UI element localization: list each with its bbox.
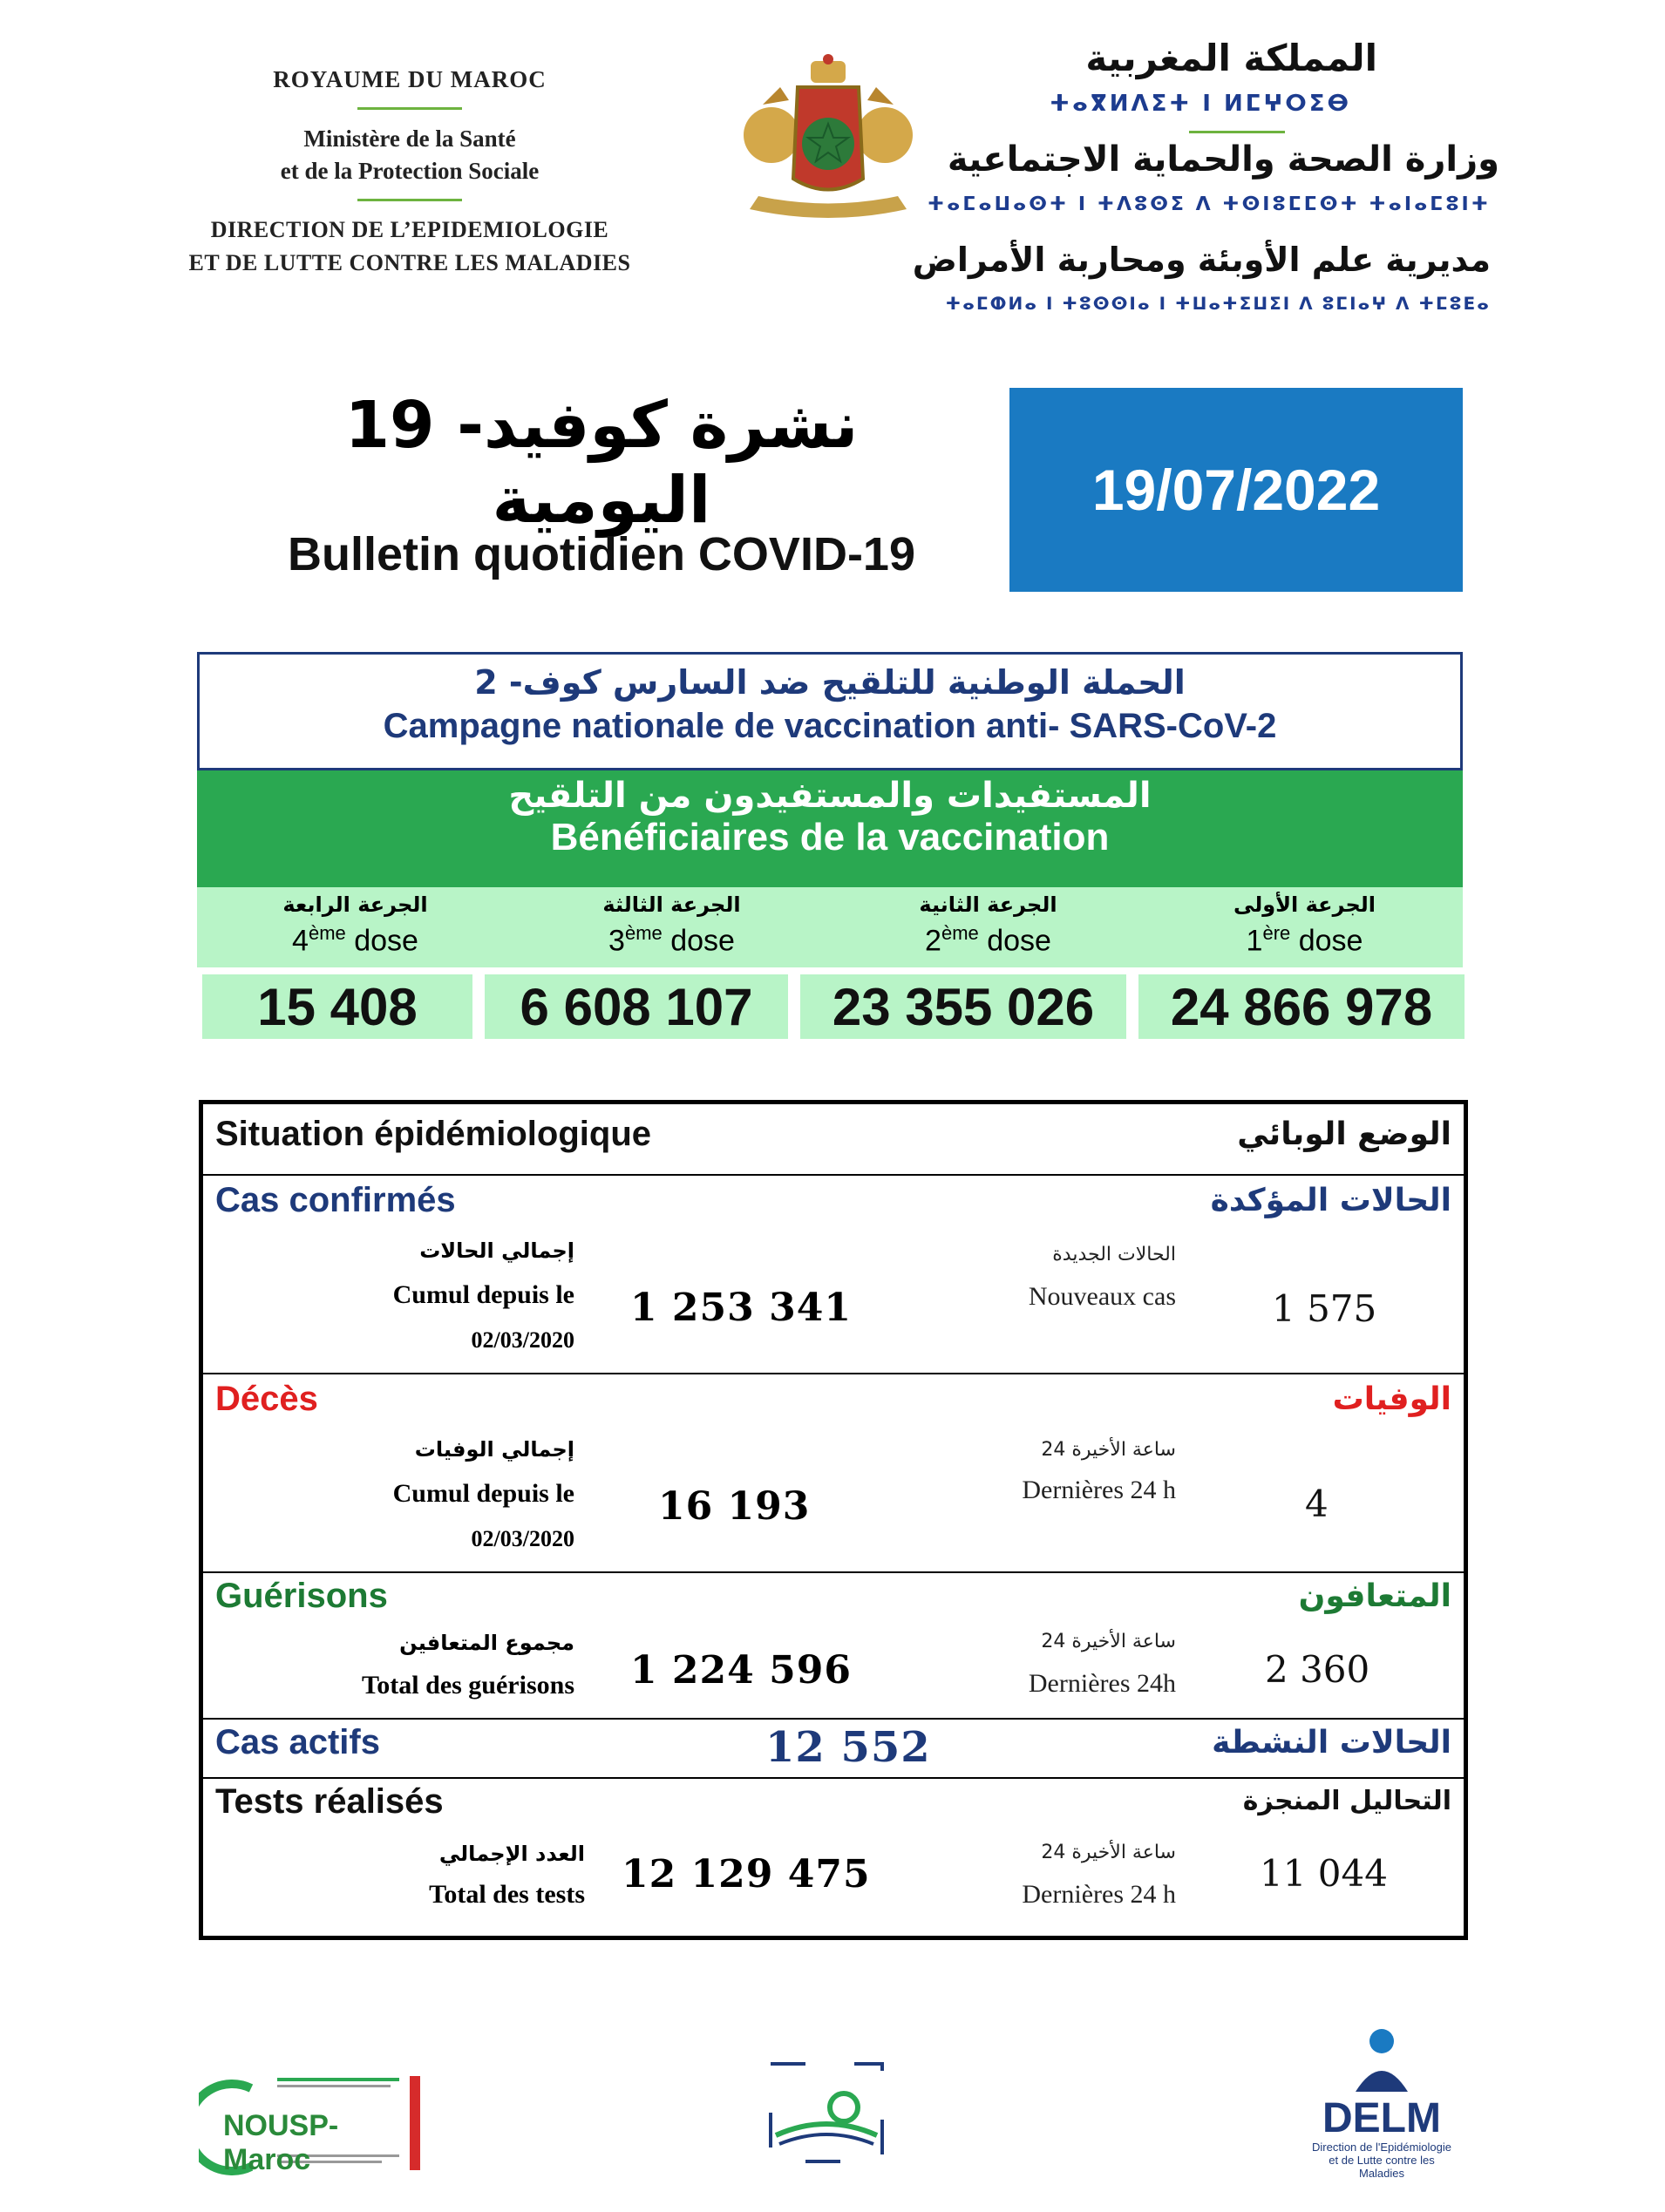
deaths-section: [203, 1373, 1464, 1573]
dose-value-4: 15 408: [202, 974, 472, 1039]
confirmed-new-value: 1 575: [1272, 1287, 1377, 1330]
delm-logo-subtext: Direction de l'Epidémiologie et de Lutte contre les Maladies: [1311, 2141, 1451, 2180]
dose-label-3: [513, 887, 830, 967]
tests-total-value: 12 129 475: [622, 1852, 871, 1896]
ministry-label-ar: وزارة الصحة والحماية الاجتماعية: [947, 139, 1499, 180]
ministry-emblem-icon: [767, 2060, 886, 2165]
recovered-total-label-ar: مجموع المتعافين: [399, 1631, 574, 1655]
divider: [357, 107, 462, 110]
bulletin-title-ar: نشرة كوفيد- 19 اليومية: [344, 388, 859, 538]
tests-title-ar: التحاليل المنجزة: [1242, 1786, 1451, 1816]
kingdom-label: ROYAUME DU MAROC: [273, 66, 547, 92]
ministry-label-1: Ministère de la Santé: [303, 126, 516, 152]
confirmed-new-label-ar: الحالات الجديدة: [1052, 1244, 1176, 1265]
recovered-total-value: 1 224 596: [630, 1648, 852, 1693]
campaign-banner: [197, 652, 1463, 770]
recovered-title-ar: المتعافون: [1298, 1578, 1451, 1614]
confirmed-title-ar: الحالات المؤكدة: [1210, 1183, 1451, 1218]
deaths-new-value: 4: [1305, 1483, 1329, 1525]
deaths-total-date: 02/03/2020: [471, 1526, 574, 1551]
dose-label-fr: 2ème dose: [925, 922, 1051, 958]
tests-new-value: 11 044: [1260, 1852, 1388, 1895]
dose-value-2: 23 355 026: [800, 974, 1126, 1039]
dose-label-4: [197, 887, 513, 967]
kingdom-label-tifinagh: ⵜⴰⴳⵍⴷⵉⵜ ⵏ ⵍⵎⵖⵔⵉⴱ: [1050, 91, 1351, 117]
deaths-new-label-fr: Dernières 24 h: [1022, 1476, 1176, 1504]
bulletin-date: 19/07/2022: [1009, 388, 1463, 592]
recovered-total-label-fr: Total des guérisons: [362, 1671, 574, 1700]
confirmed-title-fr: Cas confirmés: [215, 1181, 456, 1219]
active-title-ar: الحالات النشطة: [1212, 1725, 1451, 1761]
situation-title-ar: الوضع الوبائي: [1237, 1116, 1451, 1152]
divider: [1189, 131, 1285, 133]
ministry-header-fr: [166, 66, 654, 276]
confirmed-total-label-fr: Cumul depuis le: [392, 1280, 574, 1309]
deaths-title-fr: Décès: [215, 1380, 318, 1418]
beneficiaries-title-fr: Bénéficiaires de la vaccination: [550, 816, 1110, 858]
dose-value-1: 24 866 978: [1138, 974, 1465, 1039]
deaths-total-label-ar: إجمالي الوفيات: [414, 1437, 574, 1462]
tests-title-fr: Tests réalisés: [215, 1782, 444, 1821]
confirmed-new-label-fr: Nouveaux cas: [1028, 1282, 1176, 1311]
deaths-new-label-ar: 24 ساعة الأخيرة: [1041, 1439, 1176, 1461]
tests-total-label-ar: العدد الإجمالي: [438, 1842, 585, 1866]
tests-section: [203, 1777, 1464, 1927]
delm-figure-icon: [1308, 2024, 1456, 2093]
dose-label-ar: الجرعة الثانية: [919, 892, 1057, 917]
recovered-new-value: 2 360: [1265, 1648, 1370, 1691]
delm-logo-text: DELM: [1322, 2095, 1441, 2141]
dose-label-fr: 4ème dose: [292, 922, 418, 958]
kingdom-label-ar: المملكة المغربية: [1085, 37, 1377, 79]
deaths-title-ar: الوفيات: [1332, 1381, 1451, 1417]
confirmed-cases-section: [203, 1174, 1464, 1374]
direction-label-1: DIRECTION DE L’EPIDEMIOLOGIE: [210, 217, 609, 242]
ministry-label-tifinagh: ⵜⴰⵎⴰⵡⴰⵙⵜ ⵏ ⵜⴷⵓⵙⵉ ⴷ ⵜⵙⵏⵓⵎⵎⵙⵜ ⵜⴰⵏⴰⵎⵓⵏⵜ: [927, 193, 1491, 215]
active-total-value: 12 552: [765, 1723, 931, 1772]
confirmed-total-value: 1 253 341: [630, 1286, 852, 1330]
direction-label-ar: مديرية علم الأوبئة ومحاربة الأمراض: [912, 241, 1491, 279]
dose-label-ar: الجرعة الأولى: [1233, 892, 1376, 917]
tests-new-label-ar: 24 ساعة الأخيرة: [1041, 1842, 1176, 1863]
coat-of-arms-icon: [724, 52, 933, 227]
confirmed-total-date: 02/03/2020: [471, 1327, 574, 1353]
beneficiaries-title-ar: المستفيدات والمستفيدون من التلقيح: [508, 776, 1152, 816]
dose-label-fr: 3ème dose: [608, 922, 735, 958]
deaths-total-label-fr: Cumul depuis le: [392, 1479, 574, 1508]
delm-logo: [1308, 2024, 1456, 2181]
active-cases-section: [203, 1718, 1464, 1779]
dose-label-fr: 1ère dose: [1246, 922, 1363, 958]
deaths-total-value: 16 193: [658, 1484, 811, 1529]
nousp-logo: [199, 2071, 425, 2175]
tests-new-label-fr: Dernières 24 h: [1022, 1880, 1176, 1909]
nousp-logo-text: NOUSP-Maroc: [223, 2109, 339, 2176]
dose-label-ar: الجرعة الثالثة: [602, 892, 741, 917]
dose-labels-row: [197, 887, 1463, 967]
beneficiaries-banner: [197, 770, 1463, 887]
situation-title-fr: Situation épidémiologique: [215, 1115, 651, 1153]
confirmed-total-label-ar: إجمالي الحالات: [419, 1238, 574, 1263]
recovered-new-label-ar: 24 ساعة الأخيرة: [1041, 1631, 1176, 1652]
campaign-title-fr: Campagne nationale de vaccination anti- SARS-CoV-2: [383, 707, 1277, 745]
direction-label-tifinagh: ⵜⴰⵎⵀⵍⴰ ⵏ ⵜⵓⵙⵙⵏⴰ ⵏ ⵜⵡⴰⵜⵉⵡⵉⵏ ⴷ ⵓⵎⵏⴰⵖ ⴷ ⵜⵎⵓⴹⴰ: [945, 293, 1491, 314]
dose-value-3: 6 608 107: [485, 974, 788, 1039]
dose-label-2: [830, 887, 1146, 967]
direction-label-2: ET DE LUTTE CONTRE LES MALADIES: [188, 250, 631, 275]
ministry-label-2: et de la Protection Sociale: [280, 158, 540, 184]
active-title-fr: Cas actifs: [215, 1723, 380, 1761]
campaign-title-ar: الحملة الوطنية للتلقيح ضد السارس كوف- 2: [474, 663, 1186, 702]
recovered-title-fr: Guérisons: [215, 1577, 388, 1615]
bulletin-title-fr: Bulletin quotidien COVID-19: [287, 528, 915, 580]
dose-label-1: [1146, 887, 1463, 967]
dose-label-ar: الجرعة الرابعة: [282, 892, 428, 917]
recovered-section: [203, 1571, 1464, 1720]
tests-total-label-fr: Total des tests: [429, 1880, 585, 1909]
divider: [357, 199, 462, 201]
table-header-row: [203, 1104, 1464, 1176]
epidemiological-table: [199, 1100, 1468, 1940]
recovered-new-label-fr: Dernières 24h: [1028, 1669, 1176, 1698]
